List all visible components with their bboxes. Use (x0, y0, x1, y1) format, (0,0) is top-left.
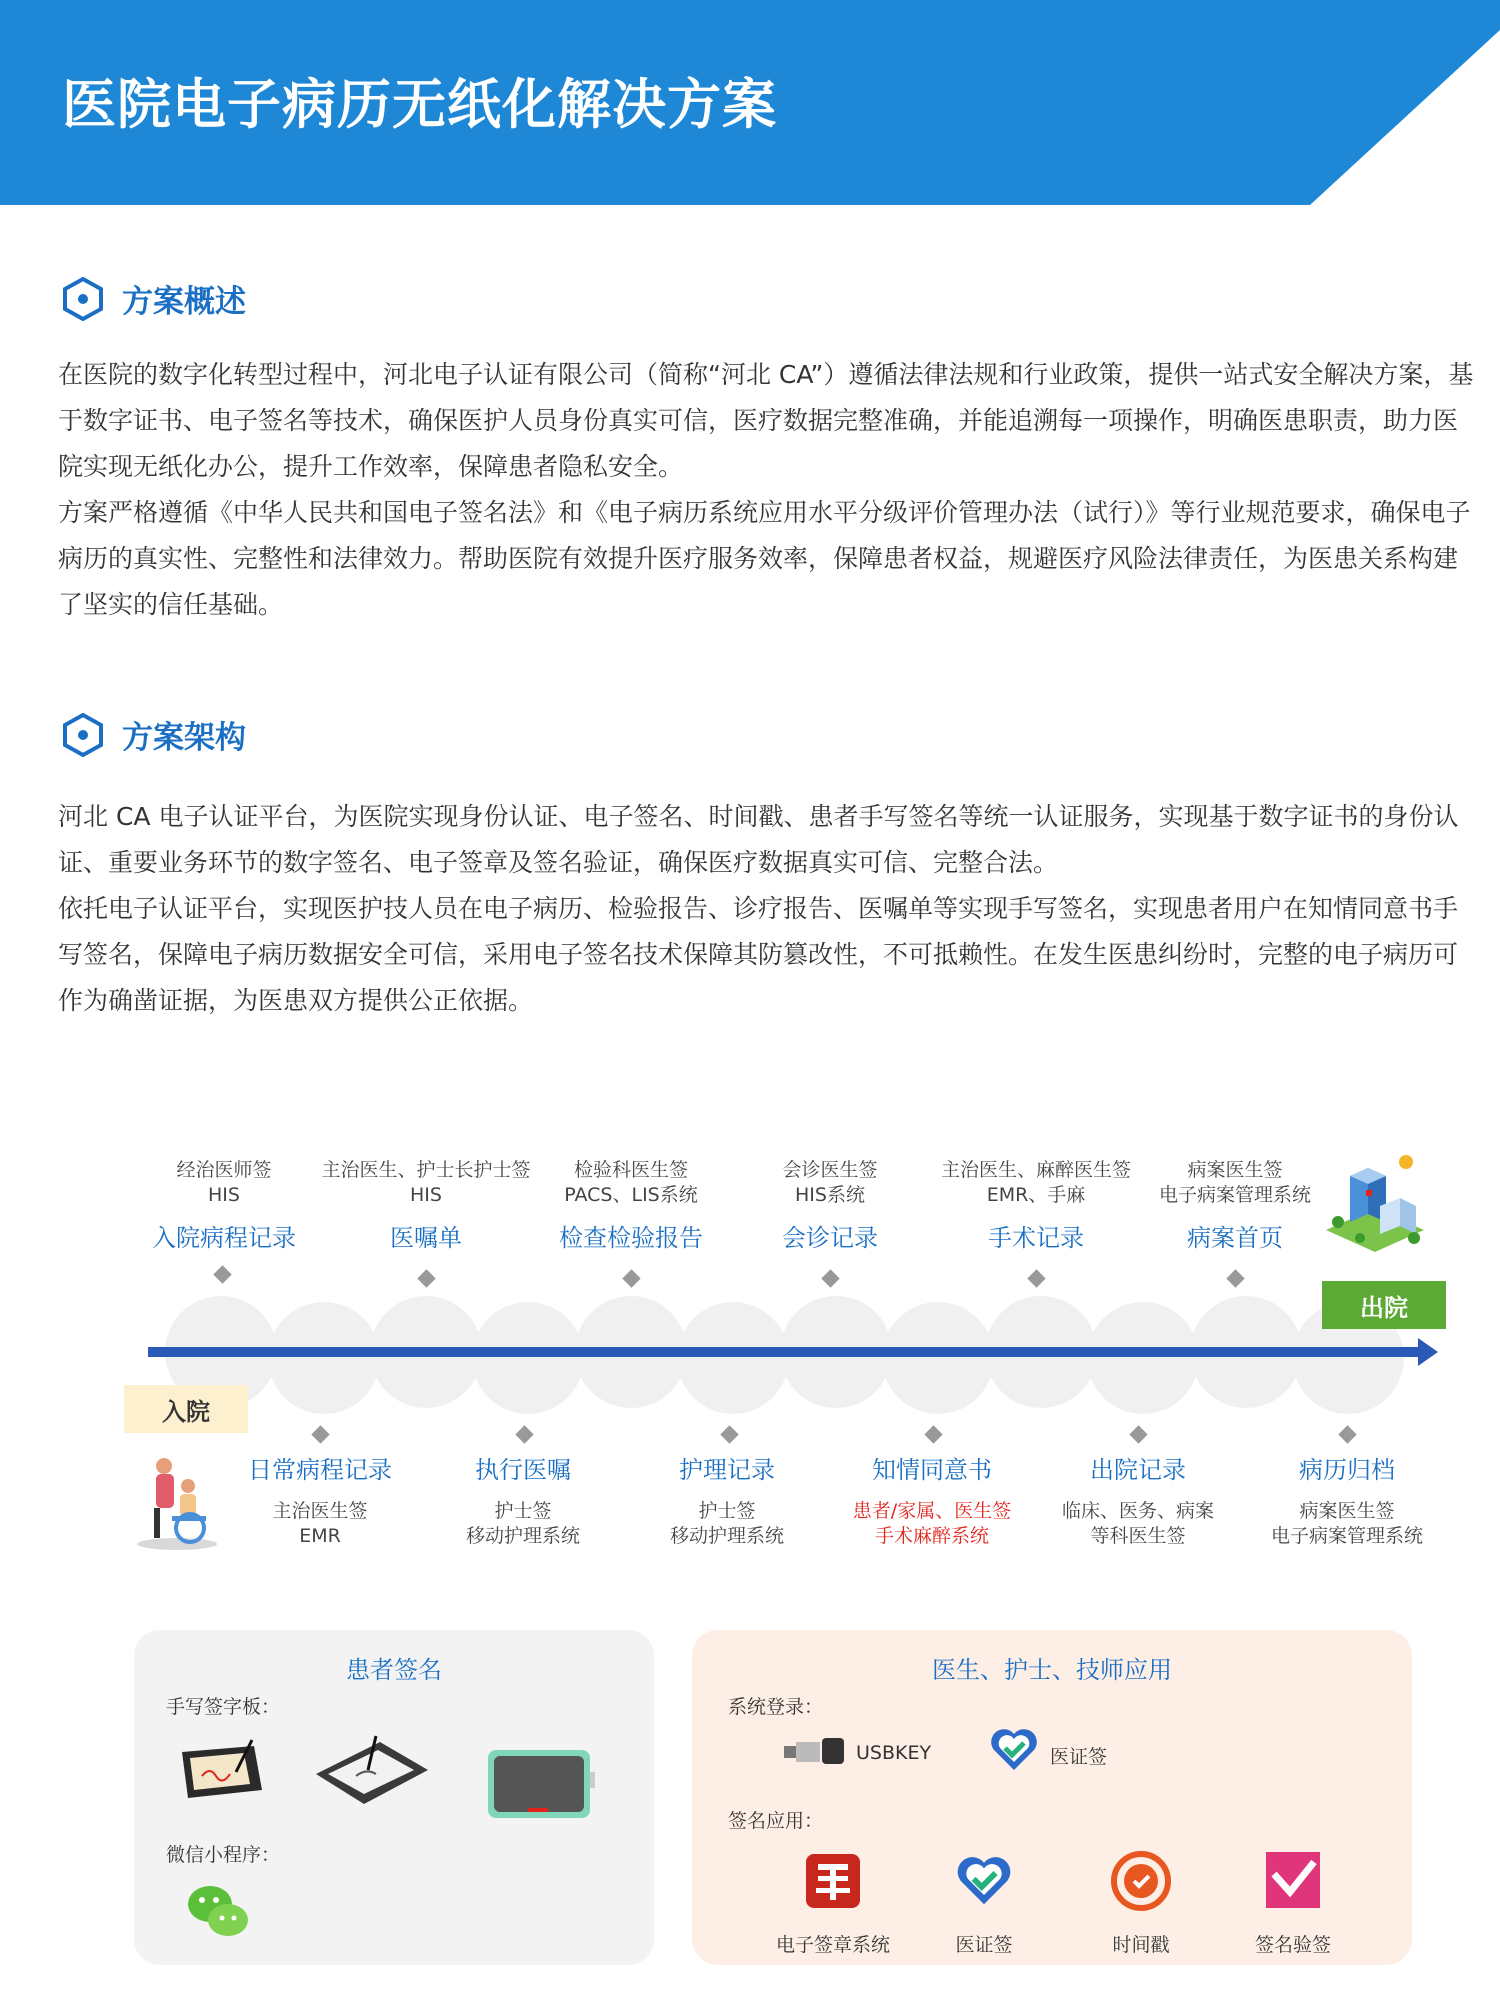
timeline-marker (1027, 1269, 1045, 1287)
step-title: 手术记录 (988, 1224, 1084, 1252)
system-text: HIS系统 (795, 1184, 865, 1206)
signer-text: 经治医师签 (176, 1159, 272, 1181)
timeline-marker (622, 1269, 640, 1287)
system-text: PACS、LIS系统 (564, 1184, 698, 1206)
signer-text: 主治医生、护士长护士签 (321, 1159, 531, 1181)
architecture-heading (62, 712, 246, 757)
system-text: 移动护理系统 (465, 1525, 580, 1547)
timeline-marker (821, 1269, 839, 1287)
signer-text: 病案医生签 (1187, 1159, 1283, 1181)
signature-tablet-icon (486, 1748, 596, 1820)
system-text: HIS (410, 1184, 442, 1206)
step-title: 会诊记录 (782, 1224, 878, 1252)
yizhengqian-login-label: 医证签 (1050, 1746, 1108, 1768)
patient-signature-panel (134, 1630, 654, 1965)
system-text: 电子病案管理系统 (1158, 1184, 1311, 1206)
hexagon-icon (62, 713, 104, 757)
panel-title: 患者签名 (346, 1656, 442, 1684)
architecture-paragraph-1: 河北 CA 电子认证平台，为医院实现身份认证、电子签名、时间戳、患者手写签名等统一认证服务，实现基于数字证书的身份认证、重要业务环节的数字签名、电子签章及签名验证，确保医疗数据真实可信、完整合法。 (58, 802, 1459, 877)
wechat-label: 微信小程序： (166, 1844, 281, 1866)
panel-title: 医生、护士、技师应用 (932, 1656, 1172, 1684)
system-text: 手术麻醉系统 (874, 1525, 989, 1547)
step-title: 检查检验报告 (559, 1224, 703, 1252)
header-banner (0, 0, 1500, 205)
hospital-building-icon (1320, 1148, 1430, 1263)
step-title: 知情同意书 (872, 1456, 992, 1484)
e-seal-icon (804, 1852, 862, 1910)
architecture-heading-text: 方案架构 (122, 720, 246, 756)
signature-verify-label: 签名验签 (1254, 1934, 1331, 1956)
signer-text: 会诊医生签 (782, 1159, 878, 1181)
system-login-label: 系统登录： (728, 1696, 824, 1718)
architecture-paragraph-2: 依托电子认证平台，实现医护技人员在电子病历、检验报告、诊疗报告、医嘱单等实现手写签名，实现患者用户在知情同意书手写签名，保障电子病历数据安全可信，采用电子签名技术保障其防篡改性，不可抵赖性。在发生医患纠纷时，完整的电子病历可作为确凿证据，为医患双方提供公正依据。 (58, 894, 1459, 1015)
signer-text: 主治医生签 (272, 1500, 368, 1522)
timeline-marker (515, 1425, 533, 1443)
system-text: HIS (208, 1184, 240, 1206)
timeline-marker (417, 1269, 435, 1287)
signer-text: 病案医生签 (1299, 1500, 1395, 1522)
timeline-bottom-item (1217, 1450, 1477, 1549)
step-title: 执行医嘱 (475, 1456, 571, 1484)
timeline-marker (924, 1425, 942, 1443)
timestamp-label: 时间戳 (1112, 1934, 1170, 1956)
usbkey-icon (782, 1734, 846, 1768)
admit-label: 入院 (124, 1385, 248, 1433)
timeline-marker (213, 1265, 231, 1283)
timeline-marker (720, 1425, 738, 1443)
signer-text: 临床、医务、病案 (1061, 1500, 1214, 1522)
signer-text: 主治医生、麻醉医生签 (940, 1159, 1131, 1181)
timeline-marker (1226, 1269, 1244, 1287)
system-text: EMR (299, 1525, 341, 1547)
overview-heading (62, 276, 246, 321)
step-title: 出院记录 (1090, 1456, 1186, 1484)
timeline-marker (1338, 1425, 1356, 1443)
step-title: 入院病程记录 (152, 1224, 296, 1252)
e-seal-label: 电子签章系统 (775, 1934, 890, 1956)
usbkey-label: USBKEY (856, 1742, 932, 1764)
overview-paragraph-2: 方案严格遵循《中华人民共和国电子签名法》和《电子病历系统应用水平分级评价管理办法（试行）》等行业规范要求，确保电子病历的真实性、完整性和法律效力。帮助医院有效提升医疗服务效率，保障患者权益，规避医疗风险法律责任，为医患关系构建了坚实的信任基础。 (58, 498, 1471, 619)
yizhengqian-label: 医证签 (955, 1934, 1013, 1956)
step-title: 日常病程记录 (248, 1456, 392, 1484)
timestamp-icon (1110, 1850, 1172, 1912)
system-text: 电子病案管理系统 (1270, 1525, 1423, 1547)
overview-heading-text: 方案概述 (122, 284, 246, 320)
system-text: 移动护理系统 (669, 1525, 784, 1547)
signature-verify-icon (1264, 1850, 1322, 1910)
signer-text: 护士签 (494, 1500, 552, 1522)
signer-text: 护士签 (698, 1500, 756, 1522)
signature-pad-icon (178, 1738, 268, 1804)
timeline-arrow (0, 1334, 1500, 1374)
page-title: 医院电子病历无纸化解决方案 (62, 73, 777, 136)
staff-application-panel (692, 1630, 1412, 1965)
step-title: 护理记录 (679, 1456, 775, 1484)
yizhengqian-icon (954, 1850, 1014, 1910)
step-title: 医嘱单 (390, 1224, 462, 1252)
system-text: EMR、手麻 (986, 1184, 1086, 1206)
step-title: 病案首页 (1187, 1224, 1283, 1252)
signature-pad-icon (310, 1734, 434, 1810)
timeline-marker (1129, 1425, 1147, 1443)
hexagon-icon (62, 277, 104, 321)
handwriting-pad-label: 手写签字板： (166, 1696, 281, 1718)
overview-paragraph-1: 在医院的数字化转型过程中，河北电子认证有限公司（简称“河北 CA”）遵循法律法规和行业政策，提供一站式安全解决方案，基于数字证书、电子签名等技术，确保医护人员身份真实可信，医疗数据完整准确，并能追溯每一项操作，明确医患职责，助力医院实现无纸化办公，提升工作效率，保障患者隐私安全。 (58, 360, 1474, 481)
timeline-marker (311, 1425, 329, 1443)
system-text: 等科医生签 (1090, 1525, 1186, 1547)
sign-application-label: 签名应用： (728, 1810, 824, 1832)
discharge-label: 出院 (1322, 1281, 1446, 1329)
signer-text: 检验科医生签 (573, 1159, 688, 1181)
signer-text: 患者/家属、医生签 (852, 1500, 1012, 1522)
yizhengqian-icon (988, 1724, 1040, 1774)
wechat-icon (186, 1882, 250, 1940)
step-title: 病历归档 (1299, 1456, 1395, 1484)
